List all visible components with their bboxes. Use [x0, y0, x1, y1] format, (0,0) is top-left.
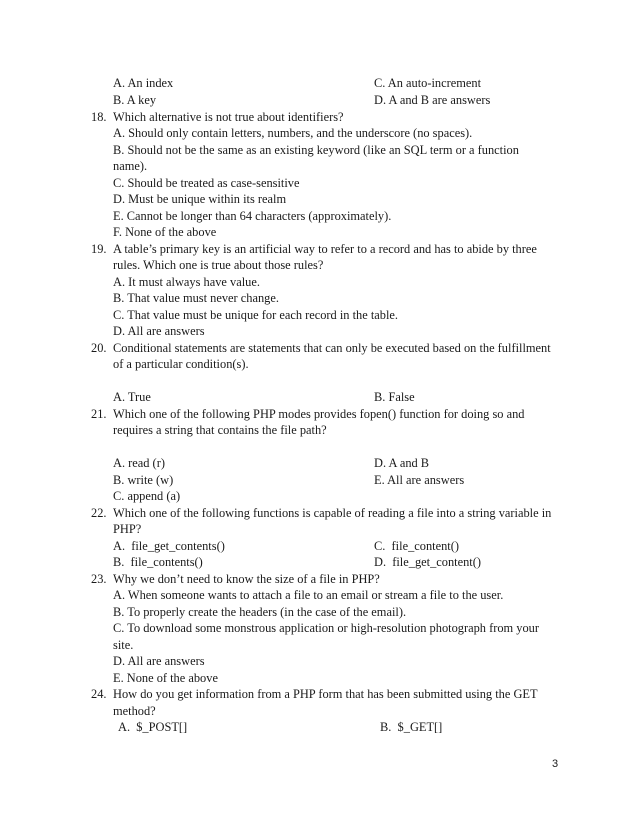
option-text: B. file_contents() [113, 555, 203, 569]
question-number: 19. [91, 242, 107, 256]
option-text: A. file_get_contents() [113, 539, 225, 553]
question-number: 22. [91, 506, 107, 520]
option-text: B. $_GET[] [380, 720, 443, 734]
option-text: C. To download some monstrous application or high-resolution photograph from your [113, 621, 539, 635]
option-text: F. None of the above [113, 225, 217, 239]
option-text: D. file_get_content() [374, 555, 482, 569]
option-text: A. read (r) [113, 456, 165, 470]
option-text: A. When someone wants to attach a file to an email or stream a file to the user. [113, 588, 504, 602]
option-text: B. Should not be the same as an existing keyword (like an SQL term or a function [113, 143, 519, 157]
option-text: A. An index [113, 76, 174, 90]
option-text: C. That value must be unique for each record in the table. [113, 308, 399, 322]
option-text: site. [113, 638, 134, 652]
option-text: D. All are answers [113, 324, 205, 338]
option-text: D. Must be unique within its realm [113, 192, 287, 206]
option-text: B. That value must never change. [113, 291, 279, 305]
option-text: C. file_content() [374, 539, 459, 553]
question-text: method? [113, 704, 156, 718]
option-text: E. All are answers [374, 473, 465, 487]
option-text: E. None of the above [113, 671, 218, 685]
option-text: A. $_POST[] [118, 720, 188, 734]
question-number: 24. [91, 687, 107, 701]
question-text: Which one of the following PHP modes provides fopen() function for doing so and [113, 407, 525, 421]
option-text: E. Cannot be longer than 64 characters (approximately). [113, 209, 392, 223]
question-text: Conditional statements are statements that can only be executed based on the fulfillment [113, 341, 551, 355]
option-text: B. To properly create the headers (in the case of the email). [113, 605, 407, 619]
option-text: B. A key [113, 93, 157, 107]
question-text: Which one of the following functions is capable of reading a file into a string variable in [113, 506, 552, 520]
option-text: D. A and B [374, 456, 430, 470]
question-text: PHP? [113, 522, 142, 536]
option-text: D. All are answers [113, 654, 205, 668]
option-text: B. False [374, 390, 415, 404]
option-text: name). [113, 159, 148, 173]
question-text: rules. Which one is true about those rules? [113, 258, 324, 272]
question-number: 21. [91, 407, 107, 421]
option-text: A. Should only contain letters, numbers, and the underscore (no spaces). [113, 126, 473, 140]
page-number: 3 [552, 758, 559, 770]
question-text: requires a string that contains the file path? [113, 423, 327, 437]
option-text: C. An auto-increment [374, 76, 482, 90]
option-text: D. A and B are answers [374, 93, 491, 107]
option-text: A. It must always have value. [113, 275, 260, 289]
question-number: 23. [91, 572, 107, 586]
question-text: Which alternative is not true about identifiers? [113, 110, 344, 124]
question-text: How do you get information from a PHP form that has been submitted using the GET [113, 687, 538, 701]
option-text: A. True [113, 390, 151, 404]
question-text: A table’s primary key is an artificial way to refer to a record and has to abide by three [113, 242, 537, 256]
question-text: Why we don’t need to know the size of a file in PHP? [113, 572, 380, 586]
question-text: of a particular condition(s). [113, 357, 249, 371]
option-text: B. write (w) [113, 473, 174, 487]
option-text: C. Should be treated as case-sensitive [113, 176, 300, 190]
question-number: 20. [91, 341, 107, 355]
option-text: C. append (a) [113, 489, 181, 503]
question-number: 18. [91, 110, 107, 124]
